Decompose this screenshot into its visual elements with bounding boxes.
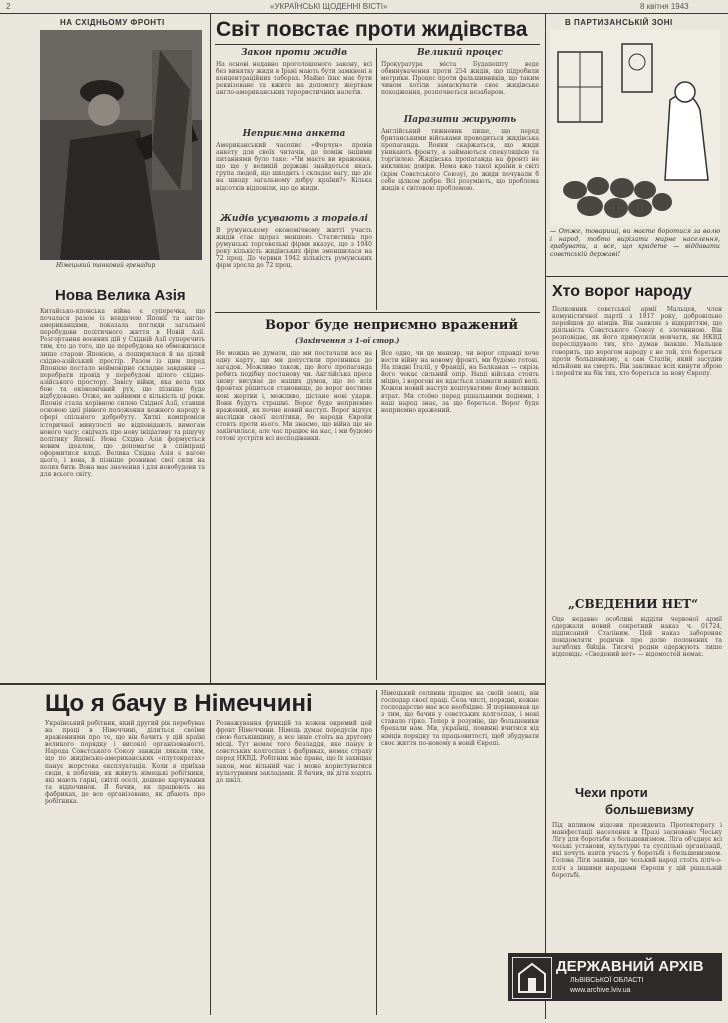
page-number: 2: [6, 2, 11, 11]
archive-subtitle: ЛЬВІВСЬКОЇ ОБЛАСТІ: [570, 977, 644, 984]
article-text: На основі недавно проголошеного закону, всі без винятку жиди в Ірані мають бути замкнені в концентраційних таборах. Майно їхнє має бути реквізоване та вжите на допомогу жертвам англо-американських терористичних налетів.: [216, 61, 372, 97]
germany-column-3: Німецький селянин працює на своїй землі, він господар своєї праці. Села чисті, порядні, кожне господарство має все необхідне. Я порівнював це з тим, що бачив у совєтських колгоспах, і мені ставало гірко. Тепер я розумію, що большевики брехали нам. Ми, українці, повинні вчитися від німців порядку та працьовитості, щоб збудувати своє життя по-новому в новій Європі.: [381, 690, 539, 747]
column-divider: [376, 48, 377, 310]
partisan-label: В ПАРТИЗАНСЬКІЙ ЗОНІ: [565, 18, 673, 27]
main-column-right: [381, 48, 539, 310]
paper-name: «УКРАЇНСЬКІ ЩОДЕННІ ВІСТІ»: [270, 2, 388, 11]
soldier-photo: [40, 30, 202, 260]
continued-note: (Закінчення з 1-ої стор.): [295, 336, 400, 345]
article-subhead: Великий процес: [416, 48, 504, 58]
svedenii-article: Оце недавно особливі відділи червоної армії одержали новий секретний наказ ч. 01724, підписаний Сталіним. Цей наказ забороняє повідомляти родичів про долю полонених та загиблих бійців. Тисячі родин одержують лише відповідь: «Сведений нет» — відомостей немає.: [552, 616, 722, 659]
column-divider: [376, 350, 377, 680]
asia-headline: Нова Велика Азія: [55, 287, 186, 304]
article-text: В румунському економічному житті участь жидів стає щораз меншою. Статистика про румунські торговельні фірми вказує, що з 1940 року кількість жидівських фірм зменшилася на 72 проц. До червня 1942 кількість румунських фірм зросла до 72 проц.: [216, 227, 372, 270]
enemy-people-article: Полковник совєтської армії Мальцев, член комуністичної партії з 1917 року, добровільно перейшов до німців. Він заявляє з відкриттям, що діяльність Совєтського Союзу є злочинною. Він розповідає, як його примусили мовчати, як НКВД переслідувало тих, хто думав інакше. Мальцев говорить, що ворогом народу є не той, хто бореться проти большевизму, а сам Сталін, який засудив мільйони на смерть. Він закликає всіх кинути зброю і перейти на бік тих, хто бореться за нову Європу.: [552, 306, 722, 377]
enemy-column-left: Не можна не думати, що ми постачали все на одну карту, що ми допустили протиника до загадок. Можливо також, що його пропаганда робить подібну постанову чи. Англійська преса знову висуває до наших думок, що по всіх фронтах рішиться становище, де ворог нестиме нові жертви і, можливо, дістане нові удари. Вони будуть страшні. Ворог буде неприємно вражений, як почне новий наступ. Ворог відчує наслідки своєї політики, бо народи Європи стоять проти нього. Ми знаємо, що війна ще не закінчилася, але час працює на нас, і ми будемо готові зустріти всі несподіванки.: [216, 350, 372, 443]
section-divider: [0, 683, 545, 685]
archive-title: ДЕРЖАВНИЙ АРХІВ: [556, 958, 704, 975]
germany-headline: Що я бачу в Німеччині: [45, 690, 313, 717]
czech-headline-2: большевизму: [605, 802, 694, 817]
partisan-cartoon: [550, 30, 720, 225]
article-text: Американський часопис «Форчун» провів анкету для своїх читачів, де поміж іншими питаннями було таке: «Чи маєте ви враження, що ще у великій державі знайдеться якась група людей, що шкодить і складає вагу, що діє на шкоду загальному добру країни?» Кілька відсотків відповіли, що це жиди.: [216, 142, 372, 192]
column-divider: [545, 14, 546, 1019]
column-divider: [210, 14, 211, 684]
enemy-column-right: Все одно, чи це маневр, чи ворог справді хоче вести війну на новому фронті, ми будемо готові. На півдні Італії, у Франції, на Балканах — скрізь його чекає сильний опір. Наші війська стоять міцно, і ворогові не вдасться зламати нашої волі. Кожен новий наступ коштуватиме йому великих втрат. Ми стоїмо перед рішальними подіями, і наш народ знає, за що бореться. Ворог буде неприємно вражений.: [381, 350, 539, 414]
masthead-rule: [0, 13, 728, 14]
enemy-headline: Ворог буде неприємно вражений: [265, 318, 519, 333]
article-subhead: Паразити жирують: [403, 115, 517, 125]
article-subhead: Неприємна анкета: [242, 129, 346, 139]
article-subhead: Жидів усувають з торгівлі: [220, 214, 368, 224]
svedenii-headline: „СВЕДЕНИИ НЕТ“: [568, 597, 699, 611]
main-column-left: [216, 48, 372, 310]
photo-caption: Німецький танковий гренадир: [56, 262, 156, 269]
cartoon-caption: — Отже, товариші, ви маєте боротися за волю і народ, тобто вирізати мирне населення, грабувати, а все, що крадете — віддавати совєтській державі!: [550, 228, 720, 258]
headline-rule: [215, 44, 540, 45]
section-rule: [215, 312, 540, 313]
masthead: [0, 0, 728, 14]
archive-logo: [512, 957, 552, 999]
column-divider: [376, 690, 377, 1015]
article-text: Англійський тижневик пише, що перед британськими військами проводиться жидівська пропаганда. Вояки скаржаться, що жиди уникають фронту, а займаються спекуляцією та торгівлею. Жидівська пропаганда на фронті не викликає довіри. Нема вже такої країни в світі (крім Совєтського Союзу), де жиди почували б себе цілком добре. Всі розуміють, що проблема жидів є світовою проблемою.: [381, 128, 539, 192]
front-label: НА СХІДНЬОМУ ФРОНТІ: [60, 18, 165, 27]
germany-column-1: Український робітник, який другий рік перебуває на праці в Німеччині, ділиться своїми враженнями про те, що він бачить у цій країні великого порядку і високої організованості. Народа Совєтського Союзу завжди лякали тим, що по жидівсько-американських «плутократах» панує жорстока експлуатація. Коли я приїхав сюди, я побачив, як живуть німецькі робітники, які мають гарні, світлі оселі, дешеве харчування та відпочинок. Я бачив, як працюють на фабриках, де все організовано, як дбають про робітника.: [45, 720, 205, 806]
issue-date: 8 квітня 1943: [640, 2, 689, 11]
enemy-people-headline: Хто ворог народу: [552, 283, 692, 300]
section-rule: [546, 276, 728, 277]
germany-column-2: Розважування функцій та кожен окремий цей фронт Німеччини. Німець думає передусім про свою батьківщину, а все інше стоїть на другому місці. Тут немає того безладдя, яке панує в совєтських колгоспах і фабриках, немає страху перед НКВД. Робітник має права, що їх захищає закон, має вільний час і може користуватися культурними закладами. Я бачив, як діти ходять до шкіл.: [216, 720, 372, 784]
column-divider: [210, 720, 211, 1015]
article-subhead: Закон проти жидів: [240, 48, 348, 58]
asia-article: Китайсько-японська війна є суперечка, що почалася разом із невдачею Японії та англо-американцями, показала погляди загальної перебудови політичного життя в Новій Азії. Розгортання воєнних дій у Східній Азії суперечить тим, хто до того, що це перебудова не обмежилася лише старою Японією, а поширилася й на цілий східно-азійський простір. Разом із цим перед Японією постало неймовірне складне завдання — перебрати провід у перебудові цілого східно-азійського простору. Завісу війни, яка вела тих бою та економічний рух, що пізніше буде відбудовано. Отже, не зайвими є кількість ці роки. Японія стала керівною силою Східної Азії, ставши основою ідеї рівного положення кожного народу в сфері спільного добробуту. Хиткі компроміси історичної минулості не відповідають вимогам нового часу; свідчать про нову ініціативу та рішучу політику Японії. Нова Східна Азія формується новим ідеалом, що допомагає в співпраці оформитися владі. Велика Східна Азія є вагою цього, і вона, й пізніше розвиває свої сили на полях битв. Вона має значення і для новобудови та для всього світу.: [40, 308, 205, 479]
archive-url: www.archive.lviv.ua: [570, 987, 631, 994]
czech-article: Під впливом відозви президента Протекторату і маніфестації населення в Празі засновано Чеську Лігу для боротьби з большевизмом. Ліга об'єднує всі чеські установи, культурні та суспільні організації, які хочуть взяти участь у боротьбі з большевизмом. Голова Ліги заявив, що чеський народ стоїть пліч-о-пліч з іншими народами Європи у цій рішальній боротьбі.: [552, 822, 722, 879]
czech-headline-1: Чехи проти: [575, 785, 648, 800]
archive-watermark: [508, 953, 722, 1001]
article-text: Прокуратура міста Будапешту веде обвинувачення проти 254 жидів, що підробили метрики. Процес проти фальшивників, що таким чином хотіли замаскувати своє жидівське походження, розпочнеться незабаром.: [381, 61, 539, 97]
main-headline: Світ повстає проти жидівства: [216, 18, 528, 41]
